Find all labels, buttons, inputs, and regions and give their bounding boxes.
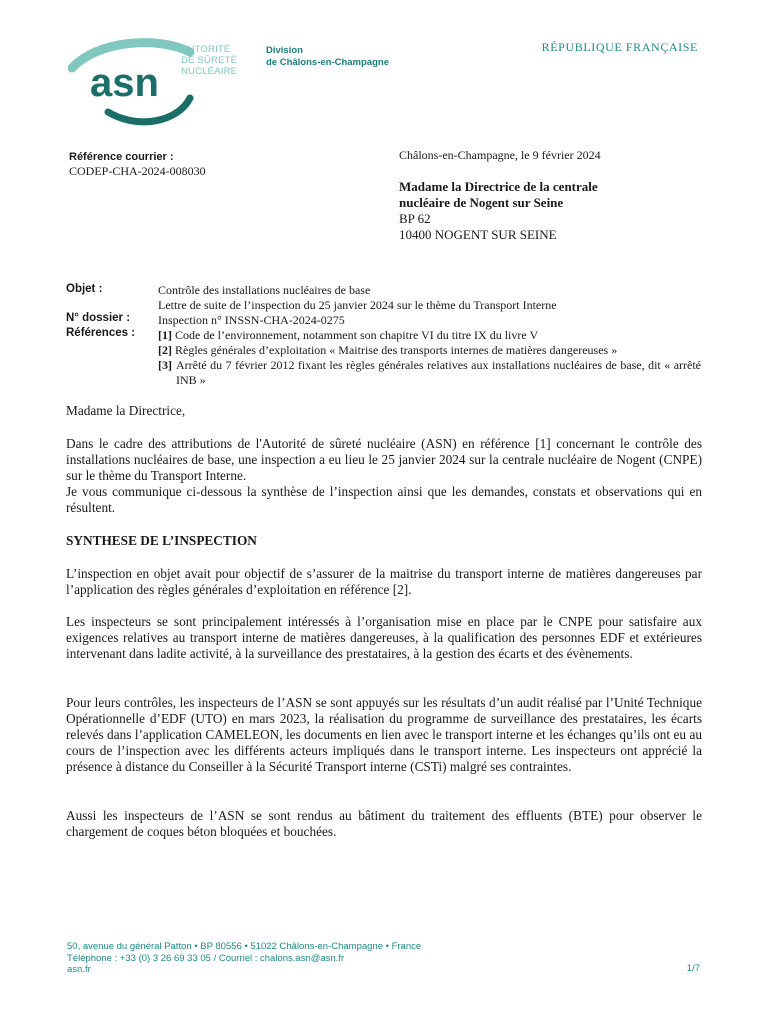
reference-item-2 — [158, 343, 701, 358]
paragraph-3: Les inspecteurs se sont principalement intéressés à l’organisation mise en place par le CNPE pour satisfaire aux exigences relatives au transport interne de matières dangereuses, à la qualification des personnes EDF et extérieures intervenant dans ladite activité, à la surveillance des prestataires, à la gestion des écarts et des évènements. — [66, 614, 702, 661]
agency-line-3: NUCLÉAIRE — [181, 66, 238, 77]
paragraph-1: Dans le cadre des attributions de l'Autorité de sûreté nucléaire (ASN) en référence [1] concernant le contrôle des installations nucléaires de base, une inspection a eu lieu le 25 janvier 2024 sur la centrale nucléaire de Nogent (CNPE) sur le thème du Transport Interne. — [66, 436, 702, 483]
dossier-label: N° dossier : — [66, 312, 131, 324]
division-name — [266, 45, 389, 69]
reference-text-2: Règles générales d’exploitation « Maitrise des transports internes de matières dangereuses » — [175, 343, 618, 357]
date-line: Châlons-en-Champagne, le 9 février 2024 — [399, 148, 601, 162]
paragraph-1b: Je vous communique ci-dessous la synthèse de l’inspection ainsi que les demandes, constats et observations qui en résultent. — [66, 484, 702, 515]
objet-line-1: Contrôle des installations nucléaires de base — [158, 283, 371, 297]
reference-text-1: Code de l’environnement, notamment son chapitre VI du titre IX du livre V — [175, 328, 539, 342]
recipient-line-3: BP 62 — [399, 211, 431, 226]
reference-num-1: [1] — [158, 328, 172, 342]
salutation: Madame la Directrice, — [66, 403, 186, 418]
division-line-2: de Châlons-en-Champagne — [266, 57, 389, 68]
footer-address: 50, avenue du général Patton • BP 80556 • 51022 Châlons-en-Champagne • France — [67, 941, 422, 952]
page-number: 1/7 — [686, 963, 700, 974]
reference-value: CODEP-CHA-2024-008030 — [69, 164, 206, 178]
republic-label: RÉPUBLIQUE FRANÇAISE — [541, 40, 698, 54]
section-heading: SYNTHESE DE L’INSPECTION — [66, 533, 257, 548]
reference-label: Référence courrier : — [69, 151, 174, 163]
agency-line-2: DE SÛRETÉ — [181, 55, 238, 66]
recipient-line-4: 10400 NOGENT SUR SEINE — [399, 227, 557, 242]
paragraph-2: L’inspection en objet avait pour objectif de s’assurer de la maitrise du transport interne de matières dangereuses par l’application des règles générales d’exploitation en référence [2]. — [66, 566, 702, 597]
dossier-value: Inspection n° INSSN-CHA-2024-0275 — [158, 313, 345, 327]
recipient-line-1: Madame la Directrice de la centrale — [399, 179, 598, 194]
logo-text: asn — [90, 61, 159, 105]
agency-line-1: AUTORITÉ — [181, 44, 231, 55]
asn-logo — [68, 38, 198, 126]
reference-text-3: Arrêté du 7 février 2012 fixant les règles générales relatives aux installations nucléaires de base, dit « arrêté INB » — [176, 358, 701, 387]
paragraph-5: Aussi les inspecteurs de l’ASN se sont rendus au bâtiment du traitement des effluents (BTE) pour observer le chargement de coques béton bloquées et bouchées. — [66, 808, 702, 839]
references-label: Références : — [66, 327, 136, 339]
objet-line-2: Lettre de suite de l’inspection du 25 janvier 2024 sur le thème du Transport Interne — [158, 298, 557, 312]
footer-contact: Téléphone : +33 (0) 3 26 69 33 05 / Courriel : chalons.asn@asn.fr — [67, 953, 345, 964]
reference-item-1 — [158, 328, 701, 343]
agency-name — [181, 44, 237, 77]
recipient-line-2: nucléaire de Nogent sur Seine — [399, 195, 564, 210]
reference-num-2: [2] — [158, 343, 172, 357]
reference-num-3: [3] — [158, 358, 172, 372]
paragraph-4: Pour leurs contrôles, les inspecteurs de l’ASN se sont appuyés sur les résultats d’un audit réalisé par l’Unité Technique Opérationnelle d’EDF (UTO) en mars 2023, la réalisation du programme de surveillance des prestataires, les écarts relevés dans l’application CAMELEON, les documents en lien avec le transport interne et les échanges qu’ils ont eu au cours de l’inspection avec les différents acteurs impliqués dans le transport interne. Les inspecteurs ont apprécié la présence à distance du Conseiller à la Sécurité Transport interne (CSTi) malgré ses contraintes. — [66, 695, 702, 774]
reference-item-3 — [158, 358, 701, 388]
division-line-1: Division — [266, 45, 303, 56]
footer-website[interactable]: asn.fr — [67, 964, 91, 975]
objet-label: Objet : — [66, 283, 103, 295]
recipient-block — [399, 179, 598, 243]
